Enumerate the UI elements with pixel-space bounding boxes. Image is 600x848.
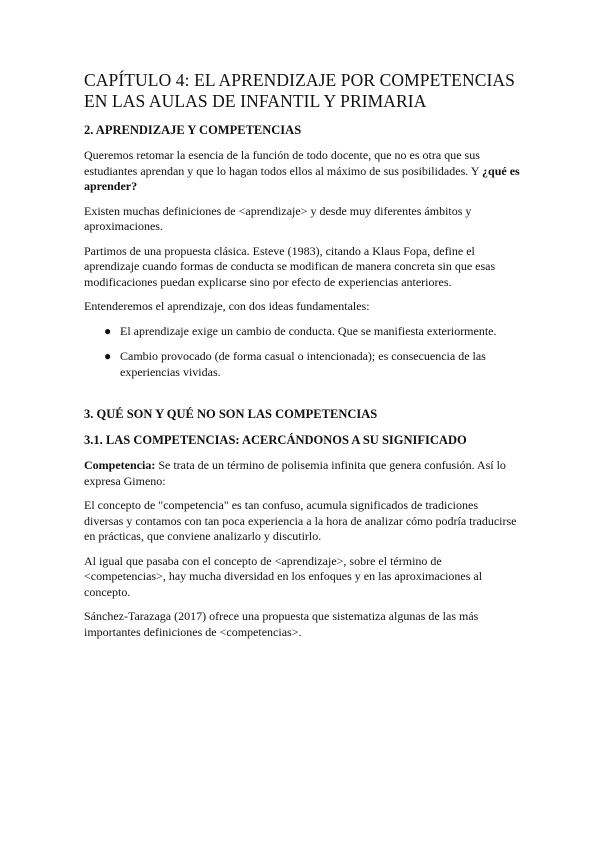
paragraph-definitions: Existen muchas definiciones de <aprendizaje> y desde muy diferentes ámbitos y aproximaciones. [84, 203, 472, 233]
section-heading-aprendizaje: 2. APRENDIZAJE Y COMPETENCIAS [84, 123, 302, 137]
paragraph-intro [84, 148, 520, 195]
paragraph-esteve: Partimos de una propuesta clásica. Esteve (1983), citando a Klaus Fopa, define el aprendizaje cuando formas de conducta se modifican de manera concreta sin que esas modificaciones puedan explicarse sino por efecto de experiencias anteriores. [84, 243, 496, 289]
list-item [84, 349, 520, 380]
paragraph-competencia-text: Se trata de un término de polisemia infinita que genera confusión. Así lo expresa Gimeno: [84, 458, 506, 488]
section-spacer [84, 390, 520, 406]
ideas-list [84, 324, 520, 381]
paragraph-intro-text: Queremos retomar la esencia de la función de todo docente, que no es otra que sus estudiantes aprendan y que lo hagan todos ellos al máximo de sus posibilidades. Y [84, 148, 483, 178]
paragraph-sanchez-tarazaga: Sánchez-Tarazaga (2017) ofrece una propuesta que sistematiza algunas de las más importantes definiciones de <competencias>. [84, 609, 479, 639]
chapter-title: CAPÍTULO 4: EL APRENDIZAJE POR COMPETENCIAS EN LAS AULAS DE INFANTIL Y PRIMARIA [84, 70, 515, 111]
paragraph-diversidad: Al igual que pasaba con el concepto de <aprendizaje>, sobre el término de <competencias>, hay mucha diversidad en los enfoques y en las aproximaciones al concepto. [84, 553, 483, 599]
section-heading-competencias: 3. QUÉ SON Y QUÉ NO SON LAS COMPETENCIAS [84, 407, 378, 421]
paragraph-gimeno-quote: El concepto de "competencia" es tan confuso, acumula significados de tradiciones diversas y contamos con tan poca experiencia a la hora de analizar cómo podría traducirse en prácticas, que conviene analizarlo y discutirlo. [84, 498, 517, 543]
list-item [84, 324, 520, 340]
paragraph-competencia [84, 458, 520, 489]
list-item-text: Cambio provocado (de forma casual o intencionada); es consecuencia de las experiencias vividas. [120, 349, 486, 379]
term-competencia: Competencia: [84, 458, 156, 472]
list-item-text: El aprendizaje exige un cambio de conducta. Que se manifiesta exteriormente. [120, 323, 497, 338]
bullet-icon: ● [104, 349, 112, 363]
paragraph-intro-question: ¿qué es aprender? [84, 163, 520, 193]
subsection-heading-significado: 3.1. LAS COMPETENCIAS: ACERCÁNDONOS A SU SIGNIFICADO [84, 433, 467, 447]
paragraph-ideas-intro: Entenderemos el aprendizaje, con dos ideas fundamentales: [84, 299, 370, 313]
bullet-icon: ● [104, 323, 112, 338]
document-page [84, 70, 520, 649]
